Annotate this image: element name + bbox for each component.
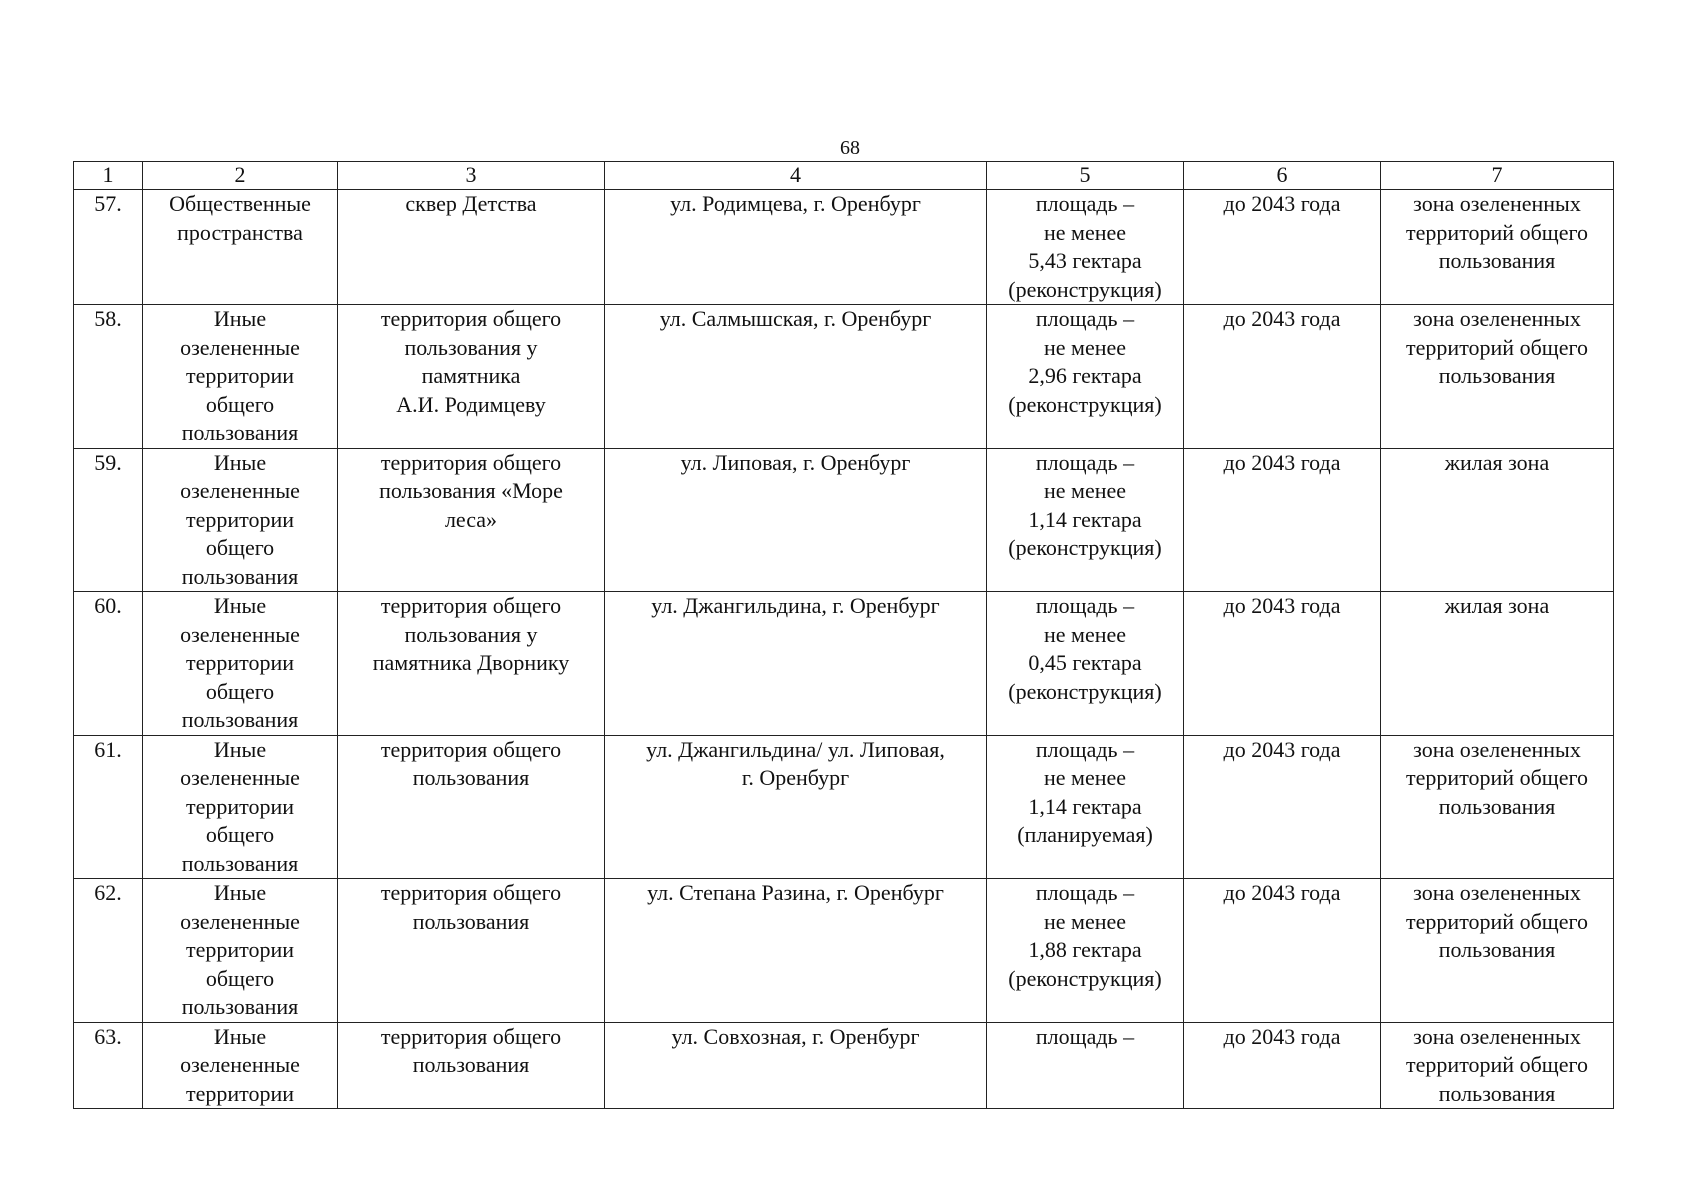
functional-zone: зона озелененных территорий общего пользования: [1381, 1022, 1614, 1109]
column-header: 6: [1184, 162, 1381, 190]
object-type: Иные озелененные территории: [143, 1022, 338, 1109]
implementation-term: до 2043 года: [1184, 592, 1381, 736]
row-number: 59.: [74, 448, 143, 592]
page-number: 68: [840, 137, 860, 159]
functional-zone: зона озелененных территорий общего пользования: [1381, 190, 1614, 305]
object-parameters: площадь – не менее 1,88 гектара (реконструкция): [987, 879, 1184, 1023]
row-number: 61.: [74, 735, 143, 879]
object-name: территория общего пользования: [338, 879, 605, 1023]
object-type: Общественные пространства: [143, 190, 338, 305]
functional-zone: зона озелененных территорий общего пользования: [1381, 879, 1614, 1023]
implementation-term: до 2043 года: [1184, 879, 1381, 1023]
object-type: Иные озелененные территории общего пользования: [143, 735, 338, 879]
column-header: 4: [605, 162, 987, 190]
column-header: 1: [74, 162, 143, 190]
object-location: ул. Степана Разина, г. Оренбург: [605, 879, 987, 1023]
object-name: территория общего пользования у памятника А.И. Родимцеву: [338, 305, 605, 449]
green-areas-table: [73, 161, 1614, 1109]
table-row: [74, 879, 1614, 1023]
functional-zone: зона озелененных территорий общего пользования: [1381, 735, 1614, 879]
table-header-row: [74, 162, 1614, 190]
object-type: Иные озелененные территории общего пользования: [143, 305, 338, 449]
object-type: Иные озелененные территории общего пользования: [143, 879, 338, 1023]
table-row: [74, 190, 1614, 305]
implementation-term: до 2043 года: [1184, 190, 1381, 305]
object-location: ул. Джангильдина/ ул. Липовая, г. Оренбург: [605, 735, 987, 879]
column-header: 3: [338, 162, 605, 190]
object-type: Иные озелененные территории общего пользования: [143, 592, 338, 736]
object-name: сквер Детства: [338, 190, 605, 305]
object-name: территория общего пользования: [338, 735, 605, 879]
object-parameters: площадь – не менее 0,45 гектара (реконструкция): [987, 592, 1184, 736]
object-parameters: площадь – не менее 1,14 гектара (реконструкция): [987, 448, 1184, 592]
row-number: 57.: [74, 190, 143, 305]
object-location: ул. Липовая, г. Оренбург: [605, 448, 987, 592]
table-row: [74, 735, 1614, 879]
implementation-term: до 2043 года: [1184, 305, 1381, 449]
table-row: [74, 305, 1614, 449]
functional-zone: жилая зона: [1381, 592, 1614, 736]
table-row: [74, 1022, 1614, 1109]
column-header: 2: [143, 162, 338, 190]
object-name: территория общего пользования у памятника Дворнику: [338, 592, 605, 736]
object-parameters: площадь –: [987, 1022, 1184, 1109]
object-type: Иные озелененные территории общего пользования: [143, 448, 338, 592]
object-parameters: площадь – не менее 5,43 гектара (реконструкция): [987, 190, 1184, 305]
implementation-term: до 2043 года: [1184, 1022, 1381, 1109]
functional-zone: жилая зона: [1381, 448, 1614, 592]
column-header: 5: [987, 162, 1184, 190]
object-parameters: площадь – не менее 1,14 гектара (планируемая): [987, 735, 1184, 879]
row-number: 63.: [74, 1022, 143, 1109]
object-name: территория общего пользования «Море леса»: [338, 448, 605, 592]
object-parameters: площадь – не менее 2,96 гектара (реконструкция): [987, 305, 1184, 449]
row-number: 62.: [74, 879, 143, 1023]
object-location: ул. Салмышская, г. Оренбург: [605, 305, 987, 449]
object-location: ул. Джангильдина, г. Оренбург: [605, 592, 987, 736]
table-row: [74, 592, 1614, 736]
table-row: [74, 448, 1614, 592]
functional-zone: зона озелененных территорий общего пользования: [1381, 305, 1614, 449]
object-location: ул. Совхозная, г. Оренбург: [605, 1022, 987, 1109]
column-header: 7: [1381, 162, 1614, 190]
row-number: 58.: [74, 305, 143, 449]
implementation-term: до 2043 года: [1184, 448, 1381, 592]
object-location: ул. Родимцева, г. Оренбург: [605, 190, 987, 305]
object-name: территория общего пользования: [338, 1022, 605, 1109]
implementation-term: до 2043 года: [1184, 735, 1381, 879]
row-number: 60.: [74, 592, 143, 736]
